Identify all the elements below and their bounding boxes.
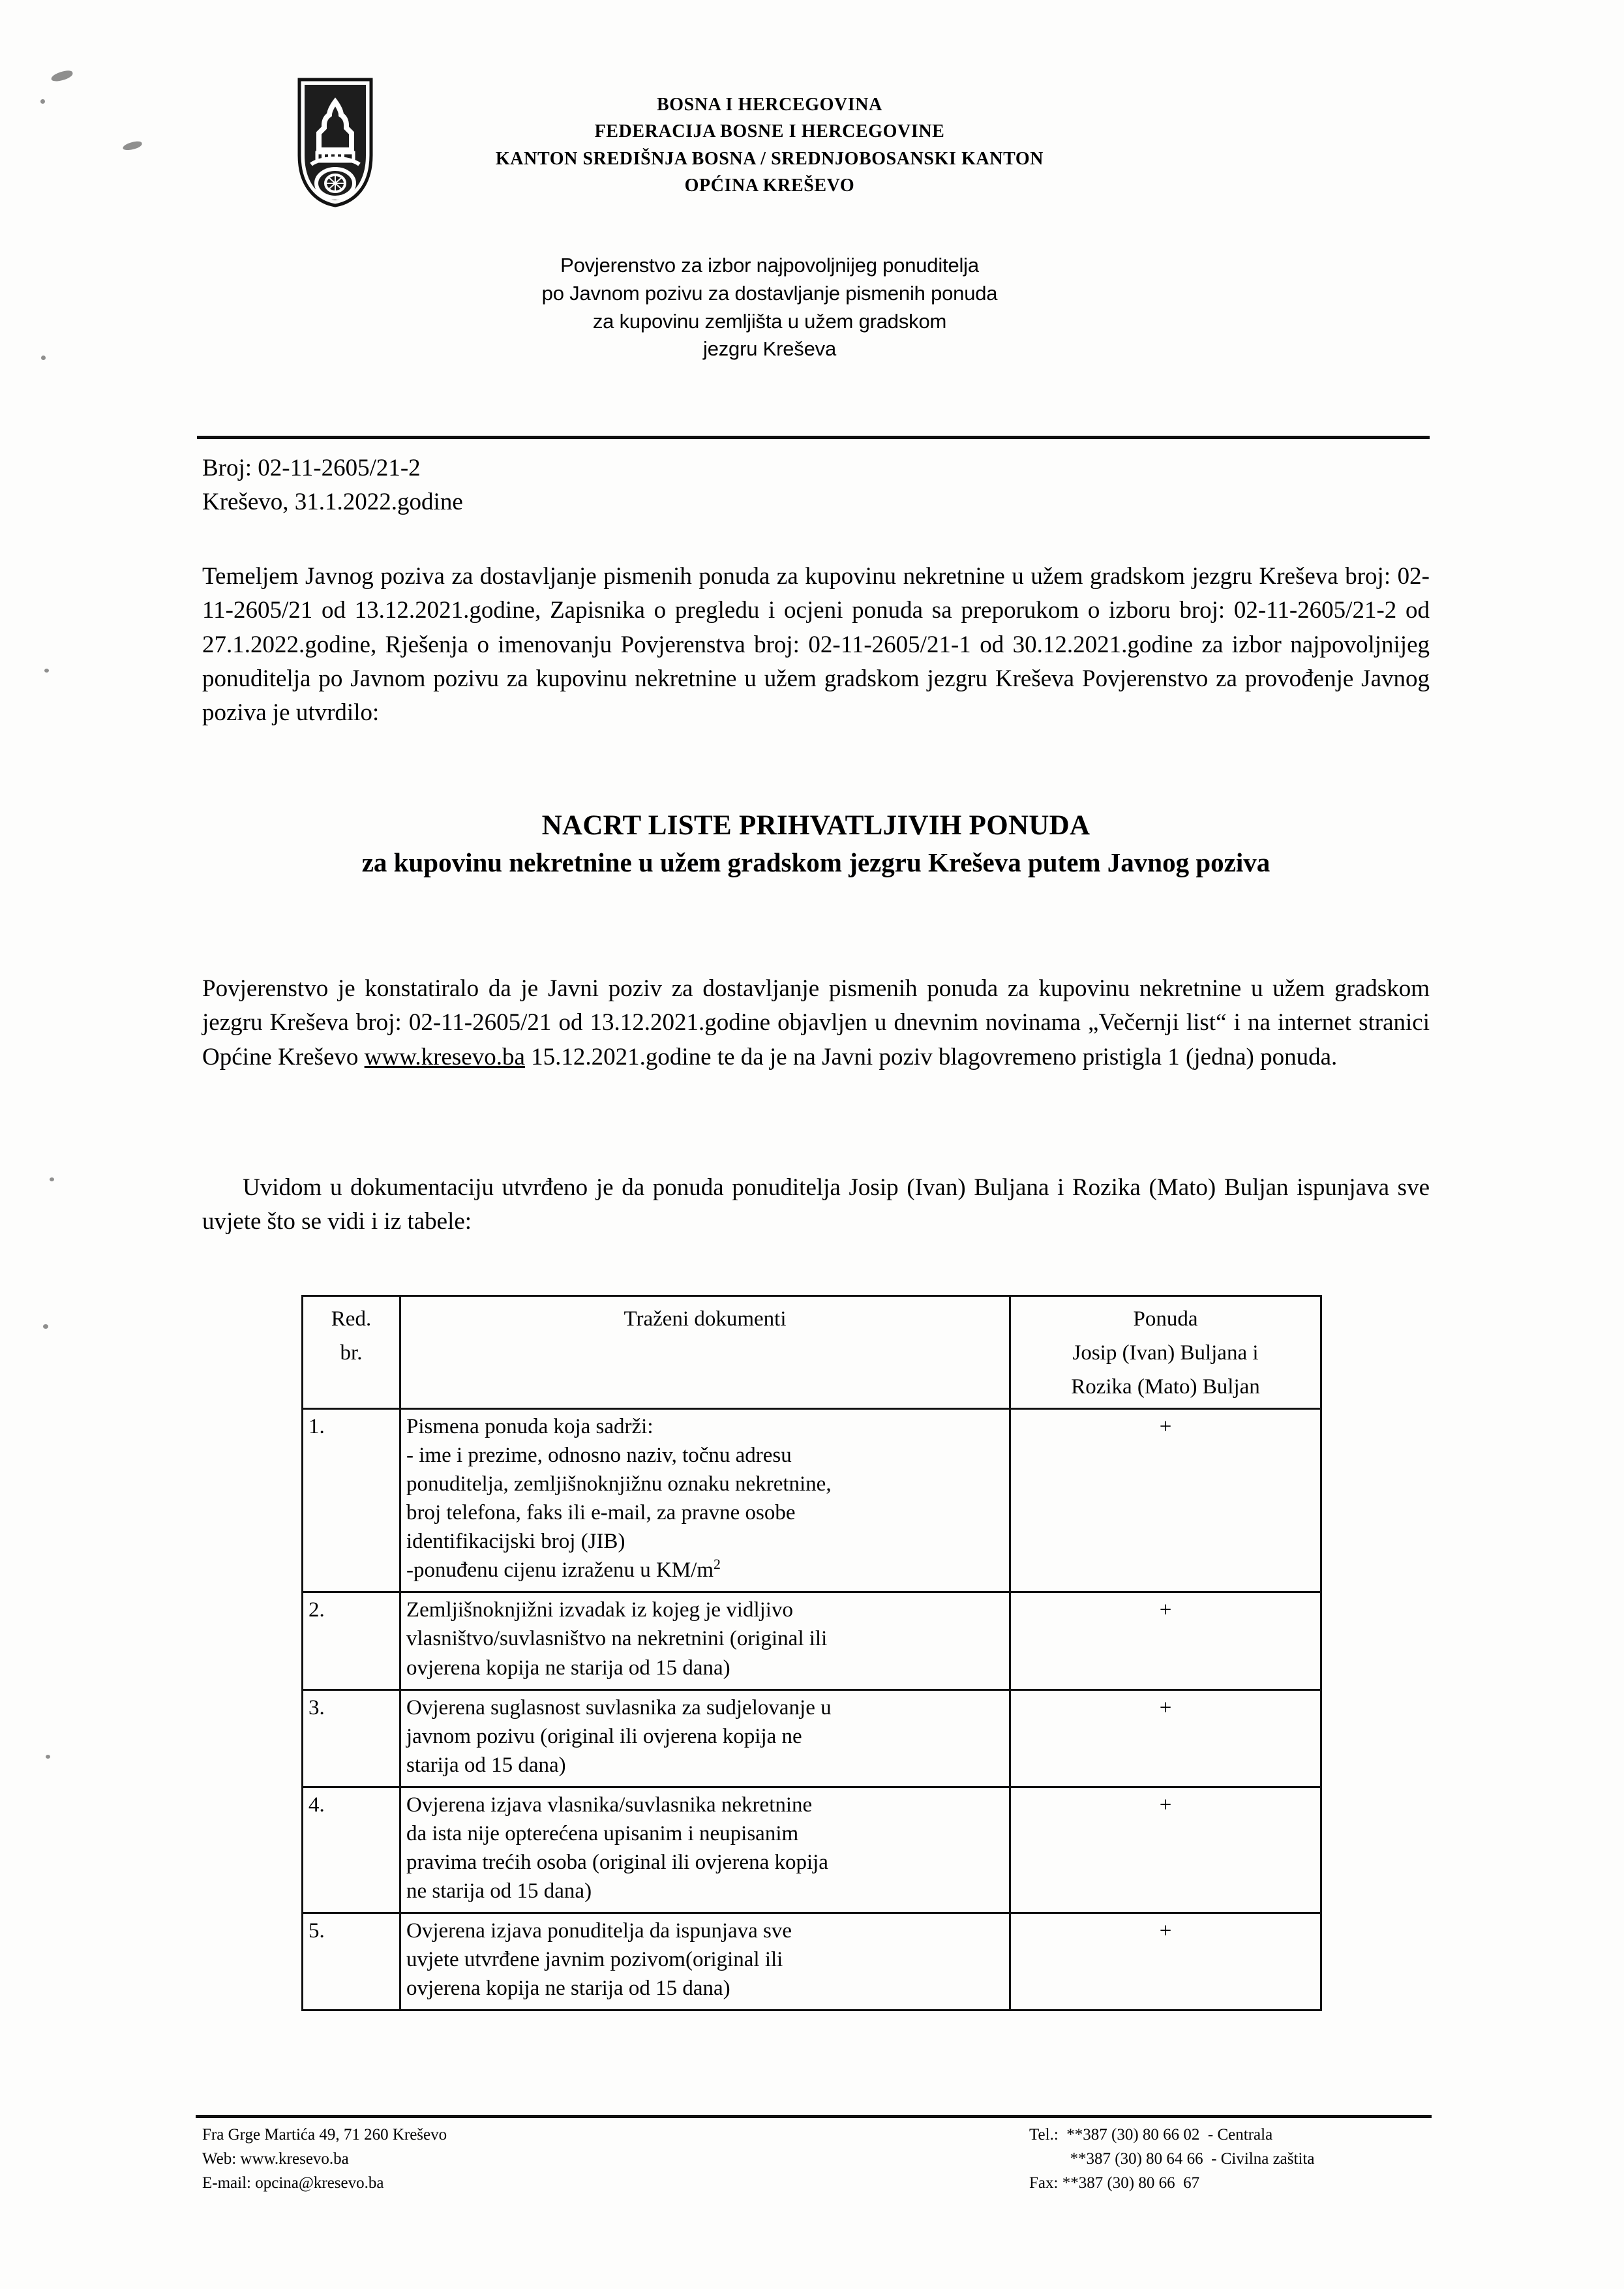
row-number: 4. bbox=[303, 1787, 400, 1913]
paragraph-publication bbox=[202, 972, 1430, 1074]
row-document bbox=[400, 1787, 1010, 1913]
header-number-line-2: br. bbox=[340, 1341, 363, 1365]
documents-table bbox=[301, 1295, 1322, 2011]
document-line: javnom pozivu (original ili ovjerena kopija ne bbox=[406, 1724, 802, 1748]
scan-artifact bbox=[44, 669, 49, 673]
committee-line-4: jezgru Kreševa bbox=[703, 337, 836, 361]
document-line: vlasništvo/suvlasništvo na nekretnini (original ili bbox=[406, 1627, 828, 1651]
document-line: Ovjerena izjava vlasnika/suvlasnika nekretnine bbox=[406, 1793, 813, 1817]
scan-artifact bbox=[40, 99, 45, 104]
table-row bbox=[303, 1913, 1321, 2010]
row-offer-mark: + bbox=[1010, 1913, 1321, 2010]
paragraph-publication-part-1: Povjerenstvo je konstatiralo da je Javni poziv za dostavljanje pismenih ponuda za kupovinu nekretnine u užem gradskom jezgru Kreševa broj: 02-11-2605/21 od 13.12.2021.godine objavljen u dnevnim novinama „Večernji list“ i na internet stranici Općine Kreševo bbox=[202, 975, 1430, 1070]
institution-line-canton: KANTON SREDIŠNJA BOSNA / SREDNJOBOSANSKI KANTON bbox=[495, 148, 1044, 169]
kresevo-coat-of-arms-icon bbox=[297, 77, 374, 207]
paragraph-bidder-review: Uvidom u dokumentaciju utvrđeno je da ponuda ponuditelja Josip (Ivan) Buljana i Rozika (Mato) Buljan ispunjava sve uvjete što se vidi i iz tabele: bbox=[202, 1174, 1430, 1235]
header-documents-label: Traženi dokumenti bbox=[624, 1307, 787, 1331]
scan-artifact bbox=[50, 1177, 54, 1181]
scan-artifact bbox=[43, 1324, 48, 1329]
document-line: ponuditelja, zemljišnoknjižnu oznaku nekretnine, bbox=[406, 1472, 832, 1496]
header-number-line-1: Red. bbox=[331, 1307, 372, 1331]
document-line: broj telefona, faks ili e-mail, za pravne osobe bbox=[406, 1501, 796, 1525]
row-number: 5. bbox=[303, 1913, 400, 2010]
document-line: Pismena ponuda koja sadrži: bbox=[406, 1415, 654, 1439]
paragraph-legal-basis: Temeljem Javnog poziva za dostavljanje pismenih ponuda za kupovinu nekretnine u užem gradskom jezgru Kreševa broj: 02-11-2605/21 od 13.12.2021.godine, Zapisnika o pregledu i ocjeni ponuda sa preporukom o izboru broj: 02-11-2605/21-2 od 27.1.2022.godine, Rješenja o imenovanju Povjerenstva broj: 02-11-2605/21-1 od 30.12.2021.godine za izbor najpovoljnijeg ponuditelja po Javnom pozivu za kupovinu nekretnine u užem gradskom jezgru Kreševa Povjerenstvo za provođenje Javnog poziva je utvrdilo: bbox=[202, 563, 1430, 727]
committee-line-3: za kupovinu zemljišta u užem gradskom bbox=[592, 309, 947, 333]
document-line-price-text: -ponuđenu cijenu izraženu u KM/m bbox=[406, 1558, 714, 1583]
document-line: Ovjerena suglasnost suvlasnika za sudjelovanje u bbox=[406, 1695, 832, 1720]
footer-fax: Fax: **387 (30) 80 66 67 bbox=[1029, 2174, 1200, 2192]
header-cell-number bbox=[303, 1296, 400, 1409]
footer-telephone-civil-protection: **387 (30) 80 64 66 - Civilna zaštita bbox=[1029, 2150, 1315, 2168]
header-cell-documents bbox=[400, 1296, 1010, 1409]
reference-block bbox=[202, 451, 463, 519]
row-offer-mark: + bbox=[1010, 1592, 1321, 1690]
row-document bbox=[400, 1690, 1010, 1787]
row-document bbox=[400, 1913, 1010, 2010]
square-meter-exponent: 2 bbox=[714, 1556, 721, 1573]
scan-artifact bbox=[41, 356, 46, 360]
footer-telephone-central: Tel.: **387 (30) 80 66 02 - Centrala bbox=[1029, 2126, 1273, 2144]
document-line: identifikacijski broj (JIB) bbox=[406, 1530, 625, 1554]
document-line: da ista nije opterećena upisanim i neupisanim bbox=[406, 1821, 799, 1845]
table-header-row bbox=[303, 1296, 1321, 1409]
document-line: Zemljišnoknjižni izvadak iz kojeg je vidljivo bbox=[406, 1598, 793, 1622]
institution-line-federation: FEDERACIJA BOSNE I HERCEGOVINE bbox=[594, 121, 945, 142]
municipality-website-link[interactable]: www.kresevo.ba bbox=[364, 1043, 525, 1070]
footer-email: E-mail: opcina@kresevo.ba bbox=[202, 2174, 384, 2192]
reference-number: Broj: 02-11-2605/21-2 bbox=[202, 455, 421, 481]
table-row bbox=[303, 1409, 1321, 1592]
row-offer-mark: + bbox=[1010, 1787, 1321, 1913]
table-row bbox=[303, 1592, 1321, 1690]
row-offer-mark: + bbox=[1010, 1690, 1321, 1787]
header-offer-line-2: Josip (Ivan) Buljana i bbox=[1072, 1341, 1259, 1365]
document-line: uvjete utvrđene javnim pozivom(original ili bbox=[406, 1947, 783, 1971]
table-row bbox=[303, 1787, 1321, 1913]
row-number: 3. bbox=[303, 1690, 400, 1787]
document-title-line-1: NACRT LISTE PRIHVATLJIVIH PONUDA bbox=[541, 810, 1090, 841]
footer-address: Fra Grge Martića 49, 71 260 Kreševo bbox=[202, 2126, 447, 2144]
row-number: 1. bbox=[303, 1409, 400, 1592]
footer-contact-left bbox=[202, 2123, 447, 2195]
document-line: Ovjerena izjava ponuditelja da ispunjava sve bbox=[406, 1918, 792, 1943]
scan-artifact bbox=[46, 1755, 50, 1759]
footer-web: Web: www.kresevo.ba bbox=[202, 2150, 349, 2168]
row-document bbox=[400, 1409, 1010, 1592]
institution-header bbox=[417, 91, 1122, 200]
committee-subheader bbox=[417, 252, 1122, 363]
row-offer-mark: + bbox=[1010, 1409, 1321, 1592]
institution-line-country: BOSNA I HERCEGOVINA bbox=[657, 95, 882, 115]
institution-line-municipality: OPĆINA KREŠEVO bbox=[684, 175, 855, 196]
document-line: starija od 15 dana) bbox=[406, 1753, 566, 1777]
document-line: ovjerena kopija ne starija od 15 dana) bbox=[406, 1976, 730, 2000]
document-title-line-2: za kupovinu nekretnine u užem gradskom jezgru Kreševa putem Javnog poziva bbox=[361, 847, 1271, 877]
footer-divider-rule bbox=[196, 2115, 1432, 2118]
documents-table-container bbox=[301, 1295, 1320, 2011]
reference-place-date: Kreševo, 31.1.2022.godine bbox=[202, 488, 463, 515]
scan-artifact bbox=[50, 69, 74, 83]
row-number: 2. bbox=[303, 1592, 400, 1690]
footer-contact-right bbox=[1029, 2123, 1314, 2195]
scan-artifact bbox=[122, 140, 143, 151]
header-offer-line-1: Ponuda bbox=[1133, 1307, 1198, 1331]
header-cell-offer bbox=[1010, 1296, 1321, 1409]
document-line: ovjerena kopija ne starija od 15 dana) bbox=[406, 1656, 730, 1680]
header-offer-line-3: Rozika (Mato) Buljan bbox=[1071, 1375, 1260, 1399]
document-line: ne starija od 15 dana) bbox=[406, 1879, 592, 1903]
committee-line-2: po Javnom pozivu za dostavljanje pismenih ponuda bbox=[541, 281, 998, 305]
table-row bbox=[303, 1690, 1321, 1787]
document-line: pravima trećih osoba (original ili ovjerena kopija bbox=[406, 1850, 828, 1874]
document-line-price bbox=[406, 1556, 1004, 1584]
paragraph-publication-part-2: 15.12.2021.godine te da je na Javni poziv blagovremeno pristigla 1 (jedna) ponuda. bbox=[524, 1043, 1338, 1070]
document-line: - ime i prezime, odnosno naziv, točnu adresu bbox=[406, 1444, 792, 1468]
committee-line-1: Povjerenstvo za izbor najpovoljnijeg ponuditelja bbox=[560, 254, 979, 277]
header-divider-rule bbox=[197, 436, 1430, 439]
row-document bbox=[400, 1592, 1010, 1690]
document-title bbox=[202, 808, 1430, 881]
